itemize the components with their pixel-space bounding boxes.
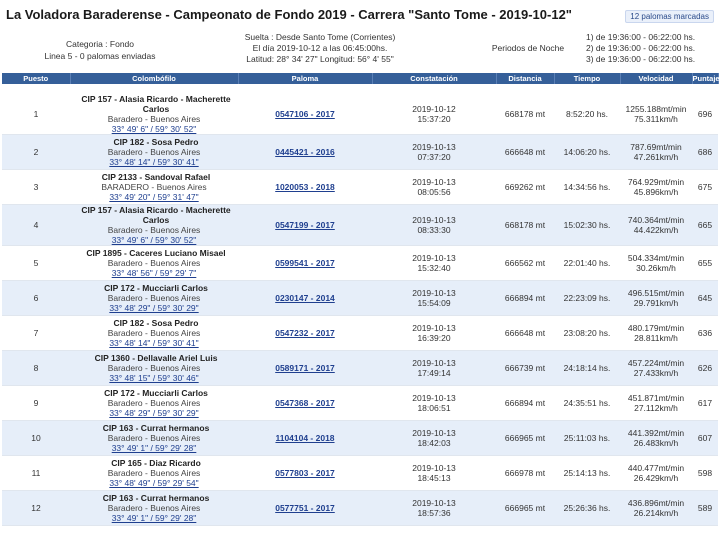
arrival-date: 2019-10-13 [412,323,456,333]
column-header-speed[interactable]: Velocidad [620,73,692,84]
distance-cell: 666562 mt [496,246,554,281]
time-cell: 25:11:03 hs. [554,421,620,456]
speed-cell [620,281,692,316]
fancier-name: CIP 157 - Alasia Ricardo - Macherette Carlos [81,94,231,114]
speed-mpm: 451.871mt/min [627,393,685,403]
distance-cell: 666648 mt [496,135,554,170]
fancier-location: Baradero - Buenos Aires [107,293,201,303]
speed-kmh: 45.896km/h [633,187,679,197]
distance-cell: 666894 mt [496,281,554,316]
speed-kmh: 28.811km/h [634,333,678,343]
column-header-time[interactable]: Tiempo [554,73,620,84]
table-row [2,170,718,205]
release-time: El día 2019-10-12 a las 06:45:00hs. [252,43,388,53]
pigeon-cell [238,205,372,246]
column-header-position[interactable]: Puesto [2,73,70,84]
position-cell: 11 [2,456,70,491]
line-label: Linea 5 - 0 palomas enviadas [44,51,156,61]
arrival-date: 2019-10-13 [412,393,456,403]
pigeon-cell [238,421,372,456]
arrival-time: 08:33:30 [417,225,451,235]
fancier-coords-link[interactable]: 33° 49' 1" / 59° 29' 28" [111,513,197,523]
fancier-name: CIP 182 - Sosa Pedro [113,137,199,147]
arrival-cell [372,456,496,491]
arrival-cell [372,246,496,281]
pigeon-cell [238,281,372,316]
points-cell: 686 [692,135,718,170]
fancier-cell [70,456,238,491]
fancier-coords-link[interactable]: 33° 48' 29" / 59° 30' 29" [109,408,199,418]
fancier-coords-link[interactable]: 33° 48' 49" / 59° 29' 54" [109,478,199,488]
arrival-date: 2019-10-13 [412,142,456,152]
fancier-location: Baradero - Buenos Aires [107,328,201,338]
pigeon-cell [238,246,372,281]
fancier-location: Baradero - Buenos Aires [107,433,201,443]
points-cell: 598 [692,456,718,491]
time-cell: 8:52:20 hs. [554,94,620,135]
speed-kmh: 30.26km/h [636,263,676,273]
fancier-cell [70,170,238,205]
table-row [2,386,718,421]
speed-cell [620,246,692,281]
points-cell: 655 [692,246,718,281]
position-cell: 6 [2,281,70,316]
title-bar [0,0,720,30]
fancier-coords-link[interactable]: 33° 48' 14" / 59° 30' 41" [109,338,199,348]
table-row [2,316,718,351]
arrival-time: 15:54:09 [417,298,451,308]
pigeon-ring-link[interactable]: 0445421 - 2016 [275,147,335,157]
fancier-coords-link[interactable]: 33° 48' 14" / 59° 30' 41" [109,157,199,167]
points-cell: 617 [692,386,718,421]
table-row [2,351,718,386]
speed-cell [620,316,692,351]
table-row [2,135,718,170]
arrival-date: 2019-10-13 [412,463,456,473]
arrival-date: 2019-10-13 [412,215,456,225]
time-cell: 25:14:13 hs. [554,456,620,491]
speed-kmh: 44.422km/h [633,225,679,235]
pigeon-cell [238,456,372,491]
arrival-time: 18:42:03 [417,438,451,448]
distance-cell: 666965 mt [496,491,554,526]
arrival-date: 2019-10-13 [412,253,456,263]
time-cell: 24:35:51 hs. [554,386,620,421]
release-coords: Latitud: 28° 34' 27" Longitud: 56° 4' 55" [246,54,394,64]
fancier-location: Baradero - Buenos Aires [107,398,201,408]
fancier-name: CIP 157 - Alasia Ricardo - Macherette Carlos [81,205,231,225]
position-cell: 10 [2,421,70,456]
points-cell: 675 [692,170,718,205]
table-row [2,281,718,316]
fancier-coords-link[interactable]: 33° 48' 15" / 59° 30' 46" [109,373,199,383]
fancier-location: Baradero - Buenos Aires [107,468,201,478]
pigeon-cell [238,351,372,386]
fancier-location: Baradero - Buenos Aires [107,258,201,268]
points-cell: 589 [692,491,718,526]
distance-cell: 668178 mt [496,205,554,246]
points-cell: 607 [692,421,718,456]
fancier-cell [70,246,238,281]
points-cell: 626 [692,351,718,386]
fancier-cell [70,135,238,170]
fancier-cell [70,421,238,456]
speed-kmh: 75.311km/h [634,114,678,124]
points-cell: 665 [692,205,718,246]
distance-cell: 666965 mt [496,421,554,456]
fancier-coords-link[interactable]: 33° 49' 6" / 59° 30' 52" [111,235,197,245]
arrival-date: 2019-10-13 [412,358,456,368]
table-row [2,421,718,456]
arrival-time: 18:06:51 [417,403,451,413]
arrival-time: 17:49:14 [417,368,451,378]
category-label: Categoria : Fondo [65,39,135,49]
fancier-cell [70,281,238,316]
pigeon-cell [238,135,372,170]
position-cell: 4 [2,205,70,246]
speed-cell [620,135,692,170]
fancier-name: CIP 182 - Sosa Pedro [113,318,199,328]
arrival-date: 2019-10-13 [412,498,456,508]
arrival-time: 18:57:36 [417,508,451,518]
column-header-distance[interactable]: Distancia [496,73,554,84]
fancier-name: CIP 172 - Mucciarli Carlos [104,283,208,293]
fancier-cell [70,205,238,246]
column-header-pigeon[interactable]: Paloma [238,73,372,84]
table-spacer [2,84,718,94]
marked-count-badge: 12 palomas marcadas [625,10,714,23]
fancier-name: CIP 172 - Mucciarli Carlos [104,388,208,398]
speed-mpm: 764.929mt/min [627,177,685,187]
speed-kmh: 26.429km/h [633,473,679,483]
speed-kmh: 26.214km/h [633,508,679,518]
pigeon-ring-link[interactable]: 0547106 - 2017 [275,109,335,119]
time-cell: 25:26:36 hs. [554,491,620,526]
speed-cell [620,205,692,246]
speed-cell [620,421,692,456]
speed-mpm: 457.224mt/min [627,358,685,368]
fancier-location: BARADERO - Buenos Aires [101,182,207,192]
fancier-cell [70,316,238,351]
pigeon-ring-link[interactable]: 0589171 - 2017 [275,363,335,373]
category-info [20,38,180,62]
night-period: 2) de 19:36:00 - 06:22:00 hs. [586,43,696,53]
position-cell: 8 [2,351,70,386]
fancier-name: CIP 163 - Currat hermanos [102,423,210,433]
fancier-location: Baradero - Buenos Aires [107,363,201,373]
fancier-location: Baradero - Buenos Aires [107,503,201,513]
distance-cell: 666648 mt [496,316,554,351]
speed-kmh: 47.261km/h [633,152,679,162]
fancier-coords-link[interactable]: 33° 49' 20" / 59° 31' 47" [109,192,199,202]
fancier-name: CIP 163 - Currat hermanos [102,493,210,503]
speed-mpm: 436.896mt/min [627,498,685,508]
race-info [0,30,720,72]
arrival-cell [372,205,496,246]
position-cell: 12 [2,491,70,526]
pigeon-ring-link[interactable]: 1020053 - 2018 [275,182,335,192]
table-row [2,456,718,491]
points-cell: 696 [692,94,718,135]
table-row [2,491,718,526]
arrival-time: 15:37:20 [417,114,451,124]
arrival-time: 16:39:20 [417,333,451,343]
pigeon-ring-link[interactable]: 0230147 - 2014 [275,293,335,303]
table-header [2,73,718,84]
pigeon-ring-link[interactable]: 0577803 - 2017 [275,468,335,478]
fancier-cell [70,351,238,386]
pigeon-cell [238,170,372,205]
page-title: La Voladora Baraderense - Campeonato de Fondo 2019 - Carrera "Santo Tome - 2019-10-12" [6,7,572,22]
position-cell: 1 [2,94,70,135]
arrival-cell [372,316,496,351]
arrival-date: 2019-10-12 [412,104,456,114]
time-cell: 24:18:14 hs. [554,351,620,386]
speed-mpm: 740.364mt/min [627,215,685,225]
pigeon-ring-link[interactable]: 0547232 - 2017 [275,328,335,338]
speed-kmh: 27.112km/h [634,403,678,413]
fancier-name: CIP 165 - Diaz Ricardo [111,458,201,468]
arrival-cell [372,94,496,135]
time-cell: 14:06:20 hs. [554,135,620,170]
arrival-date: 2019-10-13 [412,288,456,298]
speed-mpm: 1255.188mt/min [625,104,687,114]
arrival-date: 2019-10-13 [412,177,456,187]
pigeon-ring-link[interactable]: 0547368 - 2017 [275,398,335,408]
pigeon-cell [238,491,372,526]
fancier-location: Baradero - Buenos Aires [107,225,201,235]
arrival-cell [372,491,496,526]
position-cell: 3 [2,170,70,205]
fancier-name: CIP 1360 - Dellavalle Ariel Luis [94,353,218,363]
column-header-fancier[interactable]: Colombófilo [70,73,238,84]
points-cell: 636 [692,316,718,351]
fancier-cell [70,94,238,135]
night-periods-label: Periodos de Noche [491,43,565,53]
speed-mpm: 504.334mt/min [627,253,685,263]
speed-cell [620,491,692,526]
results-table [2,73,719,526]
position-cell: 5 [2,246,70,281]
arrival-time: 08:05:56 [417,187,451,197]
time-cell: 22:01:40 hs. [554,246,620,281]
arrival-time: 07:37:20 [417,152,451,162]
fancier-coords-link[interactable]: 33° 48' 29" / 59° 30' 29" [109,303,199,313]
points-cell: 645 [692,281,718,316]
pigeon-cell [238,316,372,351]
position-cell: 9 [2,386,70,421]
position-cell: 7 [2,316,70,351]
arrival-cell [372,351,496,386]
speed-kmh: 26.483km/h [633,438,679,448]
speed-cell [620,456,692,491]
fancier-coords-link[interactable]: 33° 48' 56" / 59° 29' 7" [111,268,197,278]
arrival-time: 18:45:13 [417,473,451,483]
time-cell: 22:23:09 hs. [554,281,620,316]
time-cell: 15:02:30 hs. [554,205,620,246]
arrival-cell [372,135,496,170]
position-cell: 2 [2,135,70,170]
release-label: Suelta : Desde Santo Tome (Corrientes) [244,32,396,42]
night-period: 3) de 19:36:00 - 06:22:00 hs. [586,54,696,64]
column-header-arrival[interactable]: Constatación [372,73,496,84]
arrival-cell [372,281,496,316]
arrival-cell [372,386,496,421]
fancier-coords-link[interactable]: 33° 49' 6" / 59° 30' 52" [111,124,197,134]
pigeon-ring-link[interactable]: 1104104 - 2018 [275,433,335,443]
pigeon-ring-link[interactable]: 0547199 - 2017 [275,220,335,230]
time-cell: 23:08:20 hs. [554,316,620,351]
table-row [2,205,718,246]
pigeon-ring-link[interactable]: 0577751 - 2017 [275,503,335,513]
speed-cell [620,386,692,421]
speed-kmh: 29.791km/h [633,298,679,308]
fancier-cell [70,386,238,421]
table-row [2,246,718,281]
speed-mpm: 440.477mt/min [627,463,685,473]
arrival-time: 15:32:40 [417,263,451,273]
table-row [2,94,718,135]
night-periods-list [586,32,718,65]
pigeon-cell [238,94,372,135]
fancier-name: CIP 2133 - Sandoval Rafael [101,172,211,182]
column-header-points[interactable]: Puntaje [692,74,720,83]
night-period: 1) de 19:36:00 - 06:22:00 hs. [586,32,696,42]
speed-cell [620,170,692,205]
speed-cell [620,94,692,135]
pigeon-cell [238,386,372,421]
speed-mpm: 480.179mt/min [627,323,685,333]
speed-mpm: 441.392mt/min [627,428,685,438]
fancier-location: Baradero - Buenos Aires [107,147,201,157]
speed-mpm: 787.69mt/min [630,142,682,152]
fancier-coords-link[interactable]: 33° 49' 1" / 59° 29' 28" [111,443,197,453]
fancier-name: CIP 1895 - Caceres Luciano Misael [86,248,226,258]
distance-cell: 668178 mt [496,94,554,135]
fancier-cell [70,491,238,526]
distance-cell: 666739 mt [496,351,554,386]
arrival-cell [372,170,496,205]
release-info [230,32,410,65]
distance-cell: 666894 mt [496,386,554,421]
fancier-location: Baradero - Buenos Aires [107,114,201,124]
time-cell: 14:34:56 hs. [554,170,620,205]
arrival-date: 2019-10-13 [412,428,456,438]
table-body [2,84,718,526]
pigeon-ring-link[interactable]: 0599541 - 2017 [275,258,335,268]
speed-mpm: 496.515mt/min [627,288,685,298]
distance-cell: 666978 mt [496,456,554,491]
speed-cell [620,351,692,386]
speed-kmh: 27.433km/h [633,368,679,378]
arrival-cell [372,421,496,456]
distance-cell: 669262 mt [496,170,554,205]
